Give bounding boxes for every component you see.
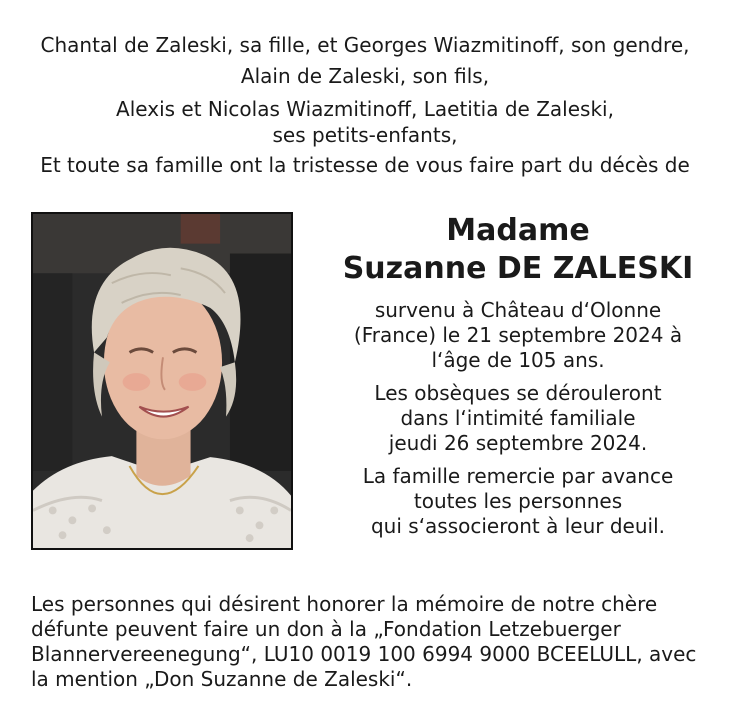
text-line: la mention „Don Suzanne de Zaleski“.: [31, 667, 413, 691]
text-line: Les obsèques se dérouleront: [374, 381, 662, 405]
announcement-line: ses petits-enfants,: [272, 123, 458, 147]
deceased-title: Madame: [446, 213, 590, 248]
announcement-line: Alexis et Nicolas Wiazmitinoff, Laetitia de Zaleski,: [116, 97, 614, 121]
text-line: dans l‘intimité familiale: [400, 406, 636, 430]
text-line: Blannervereenegung“, LU10 0019 100 6994 9000 BCEELULL, avec: [31, 642, 697, 666]
announcement-line: Alain de Zaleski, son fils,: [240, 64, 490, 88]
text-line: Les personnes qui désirent honorer la mémoire de notre chère: [31, 592, 658, 616]
thanks-message: [318, 464, 718, 539]
announcement-line: Et toute sa famille ont la tristesse de vous faire part du décès de: [40, 153, 690, 177]
text-line: toutes les personnes: [413, 489, 623, 513]
text-line: défunte peuvent faire un don à la „Fondation Letzebuerger: [31, 617, 621, 641]
deceased-name: Suzanne DE ZALESKI: [342, 251, 694, 286]
donation-notice: [31, 592, 711, 692]
text-line: jeudi 26 septembre 2024.: [388, 431, 648, 455]
portrait-illustration: [33, 214, 291, 548]
text-line: qui s‘associeront à leur deuil.: [370, 514, 666, 538]
text-line: survenu à Château d‘Olonne: [374, 298, 662, 322]
announcement-line: Chantal de Zaleski, sa fille, et Georges Wiazmitinoff, son gendre,: [40, 33, 690, 57]
text-line: l‘âge de 105 ans.: [431, 348, 605, 372]
portrait-photo: [31, 212, 293, 550]
death-details: [318, 298, 718, 373]
deceased-block: [318, 212, 718, 539]
family-announcement: [0, 30, 730, 181]
funeral-details: [318, 381, 718, 456]
text-line: La famille remercie par avance: [362, 464, 674, 488]
text-line: (France) le 21 septembre 2024 à: [353, 323, 683, 347]
